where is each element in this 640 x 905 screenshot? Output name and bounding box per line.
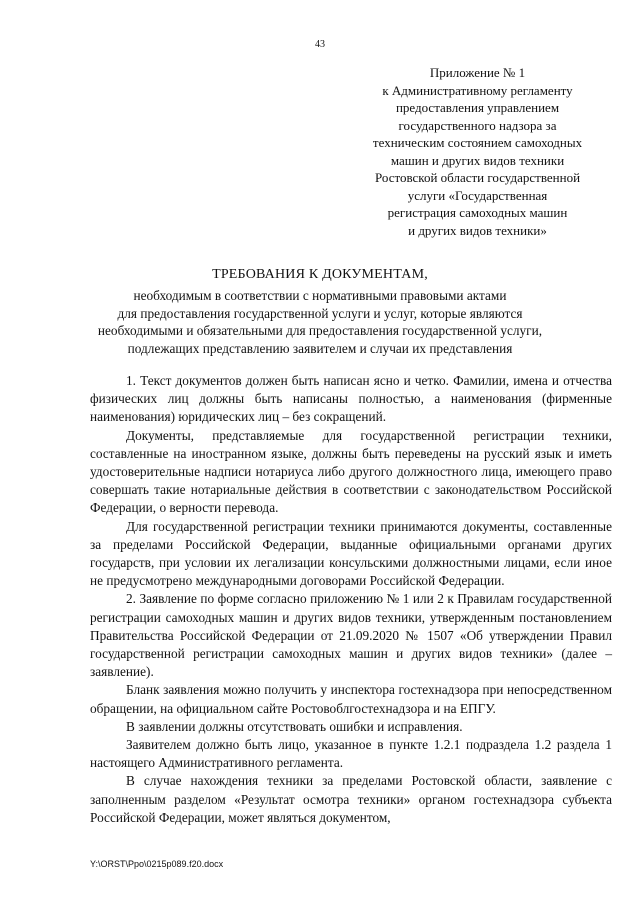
document-title: ТРЕБОВАНИЯ К ДОКУМЕНТАМ,: [212, 267, 428, 282]
paragraph: Для государственной регистрации техники принимаются документы, составленные за пределами Российской Федерации, выданные официальными органами других государств, при условии их легализации консульскими должностными лицами, если иное не предусмотрено международными договорами Российской Федерации.: [90, 518, 612, 589]
paragraph: Документы, представляемые для государственной регистрации техники, составленные на иностранном языке, должны быть переведены на русский язык и иметь удостоверительные надписи нотариуса либо другого должностного лица, имеющего право совершать такие нотариальные действия в соответствии с законодательством Российской Федерации, о верности перевода.: [90, 427, 612, 516]
subtitle-line: для предоставления государственной услуги и услуг, которые являются: [117, 305, 523, 321]
document-body: [90, 372, 612, 827]
appendix-line: регистрация самоходных машин: [387, 205, 568, 220]
subtitle-line: подлежащих представлению заявителем и случаи их представления: [127, 340, 513, 356]
page-number: 43: [315, 39, 325, 50]
appendix-line: услуги «Государственная: [407, 187, 548, 203]
appendix-line: Ростовской области государственной: [374, 170, 581, 185]
document-subtitle: [60, 287, 580, 357]
paragraph: Бланк заявления можно получить у инспектора гостехнадзора при непосредственном обращении, на официальном сайте Ростовоблгостехнадзора и на ЕПГУ.: [90, 682, 612, 716]
appendix-header: [350, 64, 605, 239]
subtitle-line: необходимыми и обязательными для предоставления государственной услуги,: [97, 323, 543, 338]
appendix-line: к Административному регламенту: [382, 82, 573, 98]
appendix-line: Приложение № 1: [429, 65, 526, 80]
paragraph: 2. Заявление по форме согласно приложению № 1 или 2 к Правилам государственной регистрации самоходных машин и других видов техники, утвержденным постановлением Правительства Российской Федерации от 21.09.2020 № 1507 «Об утверждении Правил государственной регистрации самоходных машин и других видов техники» (далее – заявление).: [90, 591, 612, 680]
paragraph: 1. Текст документов должен быть написан ясно и четко. Фамилии, имена и отчества физических лиц должны быть написаны полностью, а наименования (фирменные наименования) юридических лиц – без сокращений.: [90, 373, 612, 425]
appendix-line: техническим состоянием самоходных: [372, 135, 583, 150]
file-path-footer: Y:\ORST\Ppo\0215p089.f20.docx: [90, 859, 224, 869]
paragraph: В случае нахождения техники за пределами Ростовской области, заявление с заполненным разделом «Результат осмотра техники» органом гостехнадзора субъекта Российской Федерации, может являться документом,: [90, 773, 612, 825]
appendix-line: предоставления управлением: [395, 100, 560, 115]
paragraph: В заявлении должны отсутствовать ошибки и исправления.: [126, 718, 463, 734]
appendix-line: и других видов техники»: [408, 222, 547, 238]
appendix-line: государственного надзора за: [398, 117, 557, 133]
subtitle-line: необходимым в соответствии с нормативными правовыми актами: [133, 288, 507, 303]
appendix-line: машин и других видов техники: [390, 152, 565, 168]
paragraph: Заявителем должно быть лицо, указанное в пункте 1.2.1 подраздела 1.2 раздела 1 настоящего Административного регламента.: [90, 737, 612, 771]
